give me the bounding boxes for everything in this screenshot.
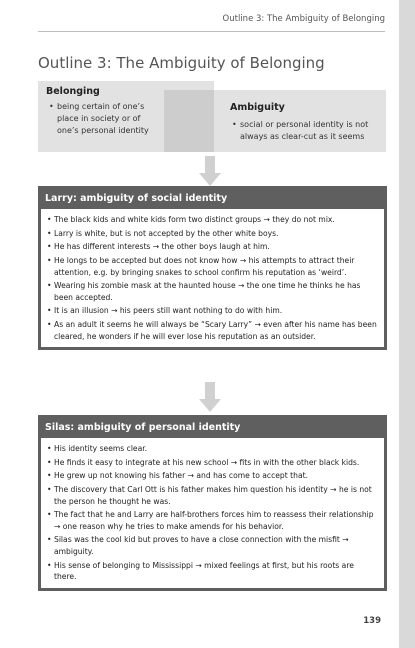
section-larry <box>38 186 387 350</box>
running-header: Outline 3: The Ambiguity of Belonging <box>222 14 385 24</box>
bullet-list <box>41 209 384 347</box>
down-arrow-icon <box>199 156 221 186</box>
list-item: • He finds it easy to integrate at his new school → fits in with the other black kids. <box>54 457 378 469</box>
list-item: • Larry is white, but is not accepted by the other white boys. <box>54 228 378 240</box>
list-item: • He longs to be accepted but does not know how → his attempts to attract their attention, e.g. by bringing snakes to school confirm his reputation as ‘weird’. <box>54 255 378 278</box>
list-item: • As an adult it seems he will always be “Scary Larry” → even after his name has been cleared, he wonders if he will ever lose his reputation as an outsider. <box>54 319 378 342</box>
list-item: • The discovery that Carl Ott is his father makes him question his identity → he is not the person he thought he was. <box>54 484 378 507</box>
belonging-line: one’s personal identity <box>57 126 149 135</box>
list-item: • The black kids and white kids form two distinct groups → they do not mix. <box>54 214 378 226</box>
bullet-list <box>41 438 384 588</box>
belonging-line: being certain of one’s <box>57 102 145 111</box>
section-heading: Larry: ambiguity of social identity <box>41 189 384 209</box>
page-title: Outline 3: The Ambiguity of Belonging <box>38 54 325 72</box>
ambiguity-line: always as clear-cut as it seems <box>240 132 365 141</box>
down-arrow-icon <box>199 382 221 412</box>
section-silas <box>38 415 387 591</box>
list-item: • He has different interests → the other boys laugh at him. <box>54 241 378 253</box>
list-item: • His identity seems clear. <box>54 443 378 455</box>
ambiguity-title: Ambiguity <box>230 102 285 113</box>
list-item: • His sense of belonging to Mississippi → mixed feelings at first, but his roots are there. <box>54 560 378 583</box>
section-heading: Silas: ambiguity of personal identity <box>41 418 384 438</box>
list-item: • Silas was the cool kid but proves to have a close connection with the misfit → ambiguity. <box>54 534 378 557</box>
ambiguity-definition <box>232 119 386 143</box>
list-item: • It is an illusion → his peers still want nothing to do with him. <box>54 305 378 317</box>
bullet-icon: • <box>232 120 237 129</box>
list-item: • He grew up not knowing his father → and has come to accept that. <box>54 470 378 482</box>
belonging-title: Belonging <box>46 86 100 97</box>
bullet-icon: • <box>49 102 54 111</box>
list-item: • The fact that he and Larry are half-brothers forces him to reassess their relationship → one reason why he tries to make amends for his behavior. <box>54 509 378 532</box>
page-edge-strip <box>399 0 415 648</box>
page-number: 139 <box>363 616 381 626</box>
belonging-definition <box>49 101 172 137</box>
ambiguity-line: social or personal identity is not <box>240 120 369 129</box>
header-divider <box>38 31 385 32</box>
belonging-line: place in society or of <box>57 114 141 123</box>
list-item: • Wearing his zombie mask at the haunted house → the one time he thinks he has been accepted. <box>54 280 378 303</box>
